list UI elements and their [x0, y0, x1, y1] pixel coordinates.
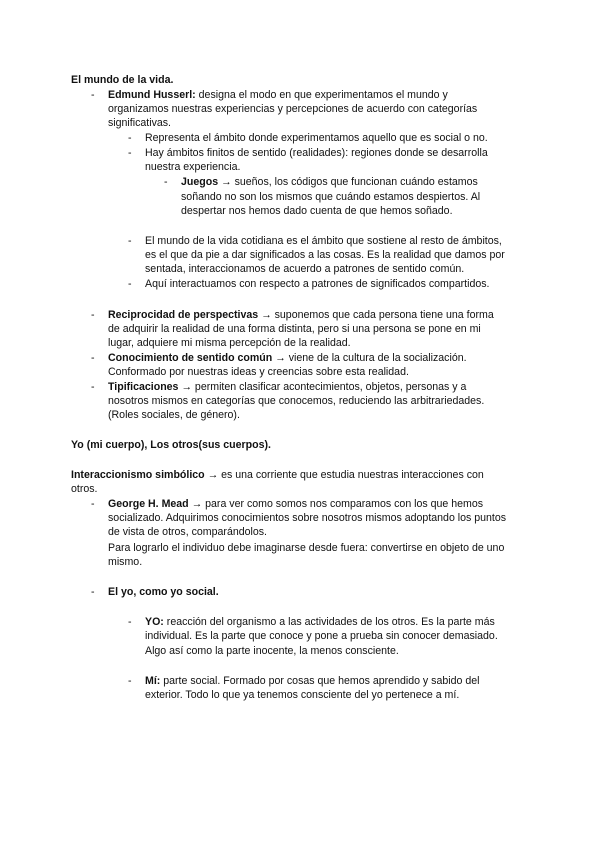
mead-term: George H. Mead	[108, 498, 189, 510]
conocimiento-item	[108, 351, 467, 366]
husserl-sub-2-line-1: Hay ámbitos finitos de sentido (realidades): regiones donde se desarrolla	[145, 147, 488, 159]
tipificaciones-text-1: → permiten clasificar acontecimientos, objetos, personas y a	[178, 381, 467, 393]
yo-text-2: individual. Es la parte que conoce y pone a prueba sin conocer demasiado.	[145, 630, 498, 642]
juegos-term: Juegos	[181, 176, 219, 188]
mi-term: Mí:	[145, 675, 161, 687]
interaccionismo-text-2: otros.	[71, 483, 98, 495]
interaccionismo-term: Interaccionismo simbólico	[71, 469, 205, 481]
mi-text-2: exterior. Todo lo que ya tenemos consciente del yo pertenece a mí.	[145, 689, 460, 701]
husserl-sub-3-line-3: sentada, interaccionamos de acuerdo a patrones de sentido común.	[145, 263, 465, 275]
mead-item	[108, 497, 483, 512]
yo-text-1: reacción del organismo a las actividades de los otros. Es la parte más	[163, 616, 495, 628]
yo-text-3: Algo así como la parte inocente, la menos consciente.	[145, 645, 399, 657]
bullet-dash: -	[128, 675, 132, 687]
juegos-text-2: soñando no son los mismos que cuándo estamos despiertos. Al	[181, 191, 481, 203]
mi-item	[145, 674, 479, 689]
reciprocidad-text-2: de adquirir la realidad de una forma distinta, pero si una persona se pone en mi	[108, 323, 481, 335]
bullet-dash: -	[91, 381, 95, 393]
bullet-dash: -	[128, 132, 132, 144]
husserl-term: Edmund Husserl:	[108, 89, 196, 101]
section-title-yo-otros: Yo (mi cuerpo), Los otros(sus cuerpos).	[71, 439, 271, 451]
conocimiento-term: Conocimiento de sentido común	[108, 352, 273, 364]
conocimiento-text-2: Conformado por nuestras ideas y creencias sobre esta realidad.	[108, 366, 409, 378]
section-title-mundo-vida: El mundo de la vida.	[71, 74, 174, 86]
husserl-sub-2-line-2: nuestra experiencia.	[145, 161, 241, 173]
husserl-sub-3-line-2: es el que da pie a dar significados a las cosas. Es la realidad que damos por	[145, 249, 505, 261]
yo-item	[145, 615, 495, 630]
husserl-text-3: significativas.	[108, 117, 171, 129]
husserl-sub-3-line-1: El mundo de la vida cotidiana es el ámbito que sostiene al resto de ámbitos,	[145, 235, 502, 247]
interaccionismo-text-1: → es una corriente que estudia nuestras interacciones con	[204, 469, 484, 481]
yo-term: YO:	[145, 616, 164, 628]
tipificaciones-item	[108, 380, 466, 395]
bullet-dash: -	[91, 352, 95, 364]
bullet-dash: -	[128, 616, 132, 628]
bullet-dash: -	[91, 498, 95, 510]
interaccionismo-item	[71, 468, 484, 483]
mead-text-5: mismo.	[108, 556, 143, 568]
mead-text-1: → para ver como somos nos comparamos con los que hemos	[188, 498, 484, 510]
husserl-sub-4: Aquí interactuamos con respecto a patrones de significados compartidos.	[145, 278, 490, 290]
reciprocidad-text-3: lugar, adquiere mi misma percepción de la realidad.	[108, 337, 351, 349]
bullet-dash: -	[91, 309, 95, 321]
bullet-dash: -	[128, 235, 132, 247]
husserl-sub-1: Representa el ámbito donde experimentamos aquello que es social o no.	[145, 132, 488, 144]
bullet-dash: -	[128, 278, 132, 290]
mead-text-2: socializado. Adquirimos conocimientos sobre nosotros mismos adoptando los puntos	[108, 512, 507, 524]
juegos-text-3: despertar nos hemos dado cuenta de que hemos soñado.	[181, 205, 453, 217]
mi-text-1: parte social. Formado por cosas que hemos aprendido y sabido del	[160, 675, 480, 687]
husserl-text-2: organizamos nuestras experiencias y percepciones de acuerdo con categorías	[108, 103, 478, 115]
conocimiento-text-1: → viene de la cultura de la socialización.	[272, 352, 467, 364]
husserl-item	[108, 88, 448, 103]
juegos-item	[181, 175, 478, 190]
bullet-dash: -	[91, 89, 95, 101]
husserl-text-1: designa el modo en que experimentamos el mundo y	[195, 89, 448, 101]
tipificaciones-text-2: nosotros mismos en categorías que conocemos, reduciendo las arbitrariedades.	[108, 395, 485, 407]
mead-text-4: Para lograrlo el individuo debe imaginarse desde fuera: convertirse en objeto de uno	[108, 542, 505, 554]
reciprocidad-item	[108, 308, 494, 323]
juegos-text-1: → sueños, los códigos que funcionan cuándo estamos	[218, 176, 478, 188]
bullet-dash: -	[128, 147, 132, 159]
bullet-dash: -	[91, 586, 95, 598]
bullet-dash: -	[164, 176, 168, 188]
tipificaciones-text-3: (Roles sociales, de género).	[108, 409, 240, 421]
yo-social-heading: El yo, como yo social.	[108, 586, 219, 598]
reciprocidad-term: Reciprocidad de perspectivas	[108, 309, 259, 321]
reciprocidad-text-1: → suponemos que cada persona tiene una forma	[258, 309, 494, 321]
mead-text-3: de vista de otros, comparándolos.	[108, 526, 267, 538]
tipificaciones-term: Tipificaciones	[108, 381, 179, 393]
